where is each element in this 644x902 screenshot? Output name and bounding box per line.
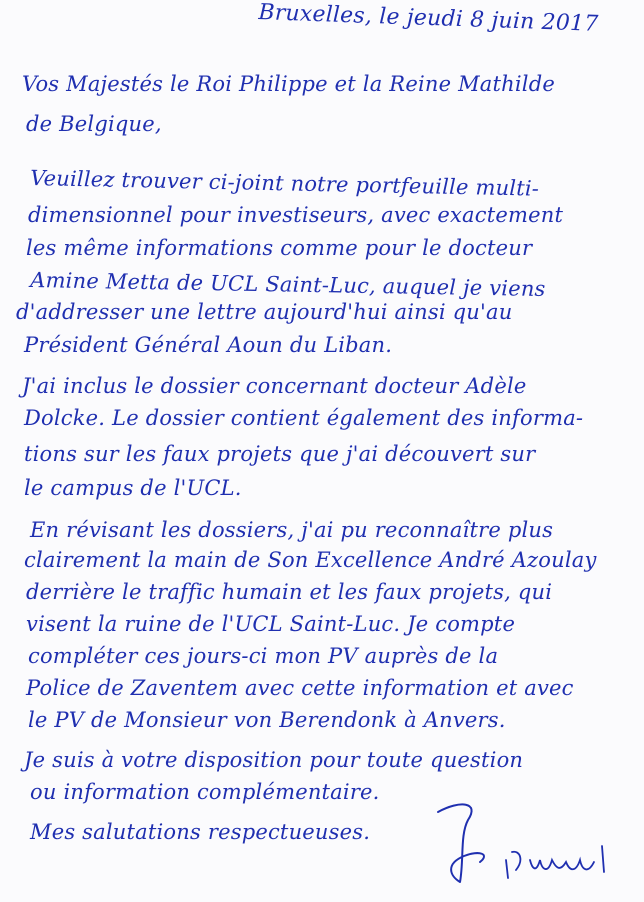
paragraph-1-line-2: dimensionnel pour investiseurs, avec exactement (28, 203, 564, 227)
paragraph-3-line-7: le PV de Monsieur von Berendonk à Anvers. (28, 708, 506, 732)
paragraph-1-line-1: Veuillez trouver ci-joint notre portfeuille multi- (30, 166, 540, 201)
paragraph-1-line-5: d'addresser une lettre aujourd'hui ainsi qu'au (16, 300, 513, 324)
paragraph-2-line-2: Dolcke. Le dossier contient également des informa- (24, 406, 584, 430)
date-line: Bruxelles, le jeudi 8 juin 2017 (258, 0, 599, 37)
paragraph-3-line-6: Police de Zaventem avec cette information et avec (26, 676, 574, 700)
closing-line: Mes salutations respectueuses. (30, 820, 371, 844)
paragraph-4-line-1: Je suis à votre disposition pour toute question (24, 748, 524, 772)
paragraph-3-line-5: compléter ces jours-ci mon PV auprès de la (28, 644, 499, 668)
handwritten-signature (420, 790, 630, 890)
paragraph-3-line-3: derrière le traffic humain et les faux projets, qui (26, 580, 553, 604)
paragraph-2-line-1: J'ai inclus le dossier concernant docteur Adèle (22, 374, 527, 398)
paragraph-2-line-4: le campus de l'UCL. (24, 476, 242, 500)
paragraph-3-line-4: visent la ruine de l'UCL Saint-Luc. Je compte (26, 612, 516, 636)
salutation-line-2: de Belgique, (26, 112, 162, 136)
paragraph-4-line-2: ou information complémentaire. (30, 780, 380, 804)
paragraph-3-line-2: clairement la main de Son Excellence André Azoulay (24, 548, 597, 572)
paragraph-2-line-3: tions sur les faux projets que j'ai découvert sur (24, 442, 536, 466)
paragraph-1-line-6: Président Général Aoun du Liban. (24, 333, 393, 357)
salutation-line-1: Vos Majestés le Roi Philippe et la Reine Mathilde (22, 72, 555, 96)
paragraph-3-line-1: En révisant les dossiers, j'ai pu reconnaître plus (30, 518, 554, 542)
paragraph-1-line-4: Amine Metta de UCL Saint-Luc, auquel je viens (30, 268, 546, 301)
paragraph-1-line-3: les même informations comme pour le docteur (26, 236, 533, 260)
